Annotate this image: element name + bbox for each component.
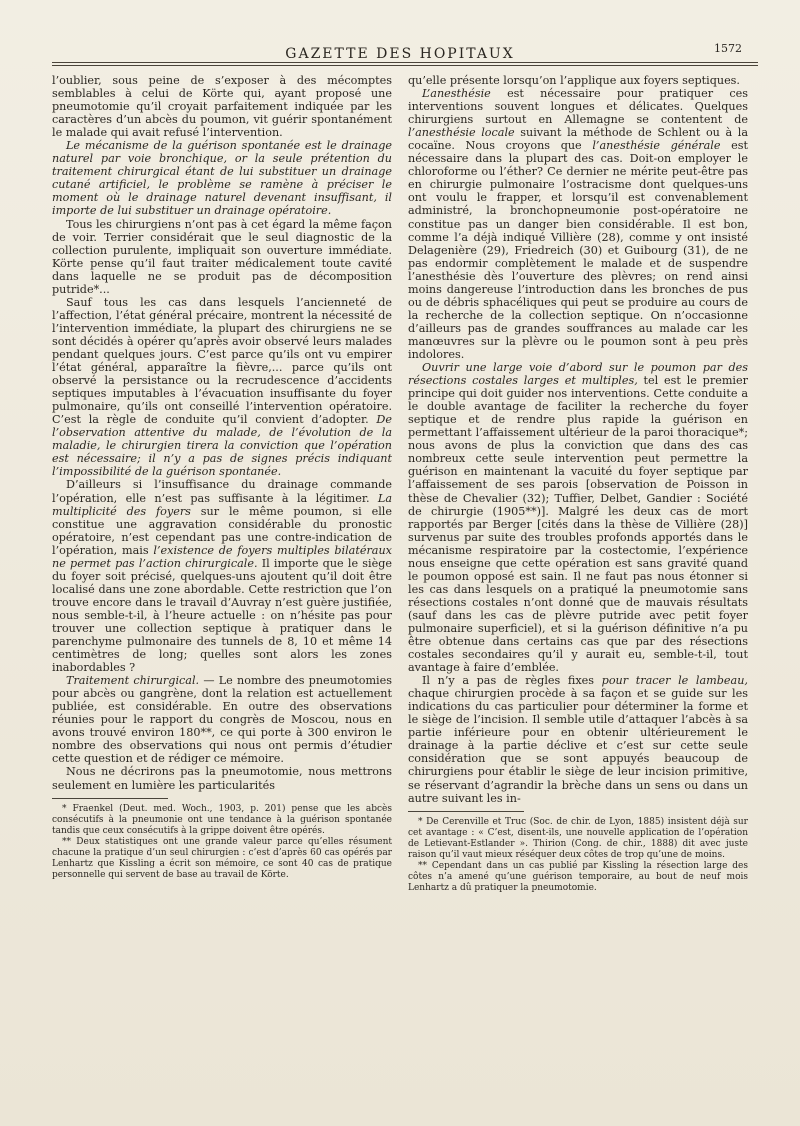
paragraph <box>52 674 392 765</box>
footnotes <box>52 804 392 881</box>
text-run: est nécessaire pour pratiquer ces interventions souvent longues et délicates. Quelques chirurgiens surtout en Allemagne se contentent de <box>408 87 748 127</box>
footnote: ** Deux statistiques ont une grande valeur parce qu’elles résument chacune la pratique d’un seul chirurgien : c’est d’après 60 cas opérés par Lenhartz que Kissling a écrit son mémoire, ce sont 40 cas de pratique personnelle qui servent de base au travail de Körte. <box>52 836 392 880</box>
footnote: ** Cependant dans un cas publié par Kissling la résection large des côtes n’a amené qu’une guérison temporaire, au bout de neuf mois Lenhartz a dû pratiquer la pneumotomie. <box>408 860 748 893</box>
italic-text: De l’observation attentive du malade, de l’évolution de la maladie, le chirurgien tirera la conviction que l’opération est nécessaire; il n’y a pas de signes précis indiquant l’impossibilité de la guérison spontanée. <box>52 413 392 479</box>
text-run: — Le nombre des pneumotomies pour abcès ou gangrène, dont la relation est actuellement publiée, est considérable. En outre des observations réunies pour le rapport du congrès de Moscou, nous en avons trouvé environ 180**, ce qui porte à 300 environ le nombre des observations qui nous ont permis d’étudier cette question et de rédiger ce mémoire. <box>52 674 392 766</box>
italic-text: L’anesthésie <box>422 87 491 101</box>
header-rule <box>52 62 758 66</box>
paragraph: l’oublier, sous peine de s’exposer à des mécomptes semblables à celui de Körte qui, ayant proposé une pneumotomie qu’il croyait parfaitement indiquée par les caractères d’un abcès du poumon, vit guérir spontanément le malade qui avait refusé l’intervention. <box>52 74 392 140</box>
italic-text: l’anesthésie générale <box>592 139 721 153</box>
paragraph <box>408 87 748 361</box>
paragraph <box>52 478 392 674</box>
footnotes <box>408 817 748 894</box>
left-column <box>52 74 392 1084</box>
italic-text: Le mécanisme de la guérison spontanée est le drainage naturel par voie bronchique, or la seule prétention du traitement chirurgical étant de lui substituer un drainage cutané artificiel, le problème se ramène à préciser le moment où le drainage naturel devenant insuffisant, il importe de lui substituer un drainage opératoire. <box>52 139 392 218</box>
running-title: GAZETTE DES HOPITAUX <box>285 46 515 62</box>
italic-text: pour tracer le lambeau, <box>601 674 748 688</box>
paragraph: Nous ne décrirons pas la pneumotomie, nous mettrons seulement en lumière les particularités <box>52 765 392 792</box>
italic-text: l’anesthésie locale <box>408 126 515 140</box>
text-run: Il n’y a pas de règles fixes <box>422 674 595 688</box>
footnote-rule <box>408 811 524 812</box>
paragraph <box>408 361 748 674</box>
italic-text: Ouvrir une large voie d’abord sur le poumon par des résections costales larges et multiples, <box>408 361 748 388</box>
footnote: * De Cerenville et Truc (Soc. de chir. de Lyon, 1885) insistent déjà sur cet avantage : « C’est, disent-ils, une nouvelle application de l’opération de Letievant-Estlander ». Thirion (Cong. de chir., 1888) dit avec juste raison qu’il vaut mieux réséquer deux côtes de trop qu’une de moins. <box>408 816 748 860</box>
right-column <box>408 74 748 1084</box>
paragraph <box>52 139 392 217</box>
text-run: chaque chirurgien procède à sa façon et se guide sur les indications du cas particulier pour déterminer la forme et le siège de l’incision. Il semble utile d’attaquer l’abcès à sa partie inférieure pour en obtenir ultérieurement le drainage à la partie déclive et c’est sur cette seule considération que se sont appuyés beaucoup de chirurgiens pour établir le siège de leur incision primitive, se réservant d’agrandir la brèche dans un sens ou dans un autre suivant les in- <box>408 687 748 805</box>
text-run: Sauf tous les cas dans lesquels l’ancienneté de l’affection, l’état général précaire, montrent la nécessité de l’intervention immédiate, la plupart des chirurgiens ne se sont décidés à opérer qu’après avoir observé leurs malades pendant quelques jours. C’est parce qu’ils ont vu empirer l’état général, apparaître la fièvre,... parce qu’ils ont observé la persistance ou la recrudescence d’accidents septiques imputables à l’évacuation insuffisante du foyer pulmonaire, qu’ils ont conseillé l’intervention opératoire. C’est la règle de conduite qu’il convient d’adopter. <box>52 295 392 427</box>
italic-text: l’existence de foyers multiples bilatéraux ne permet pas l’action chirurgicale. <box>52 543 392 570</box>
paragraph <box>408 674 748 804</box>
text-run: sur le même poumon, si elle constitue une aggravation considérable du pronostic opératoire, n’est cependant pas une contre-indication de l’opération, mais <box>52 504 392 557</box>
page-number: 1572 <box>714 42 742 55</box>
footnote: * Fraenkel (Deut. med. Woch., 1903, p. 201) pense que les abcès consécutifs à la pneumonie ont une tendance à la guérison spontanée tandis que ceux consécutifs à la grippe doivent être opérés. <box>52 803 392 836</box>
footnote-rule <box>52 798 168 799</box>
paragraph <box>52 296 392 479</box>
text-run: est nécessaire dans la plupart des cas. Doit-on employer le chloroforme ou l’éther? Ce dernier ne mérite peut-être pas en chirurgie pulmonaire l’ostracisme dont quelques-uns ont voulu le frapper, et lorsqu’il est convenablement administré, la bronchopneumonie post-opératoire ne constitue pas un danger bien considérable. Il est bon, comme l’a déjà indiqué Villière (28), comme y ont insisté Delagenière (29), Friedreich (30) et Guibourg (31), de ne pas endormir complètement le malade et de suspendre l’anesthésie dès l’ouverture des plèvres; on rend ainsi moins dangereuse l’introduction dans les bronches de pus ou de débris sphacéliques qui peut se produire au cours de la recherche de la collection septique. On n’occasionne d’ailleurs pas de grandes souffrances au malade car les manœuvres sur la plèvre ou le poumon sont à peu près indolores. <box>408 139 748 361</box>
text-run: D’ailleurs si l’insuffisance du drainage commande l’opération, elle n’est pas suffisante à la légitimer. <box>52 478 392 505</box>
italic-text: La multiplicité des foyers <box>52 491 392 518</box>
italic-text: Traitement chirurgical. <box>66 674 200 688</box>
paragraph: Tous les chirurgiens n’ont pas à cet égard la même façon de voir. Terrier considérait que le seul diagnostic de la collection purulente, impliquait son ouverture immédiate. Körte pense qu’il faut traiter médicalement toute cavité dans laquelle ne se produit pas de décomposition putride*... <box>52 217 392 296</box>
paragraph: qu’elle présente lorsqu’on l’applique aux foyers septiques. <box>408 74 740 87</box>
text-run: suivant la méthode de Schlent ou à la cocaïne. Nous croyons que <box>408 126 748 153</box>
text-run: tel est le premier principe qui doit guider nos interventions. Cette conduite a le double avantage de faciliter la recherche du foyer septique et de rendre plus rapide la guérison en permettant l’affaissement ultérieur de la paroi thoracique*; nous avons de plus la conviction que dans des cas nombreux cette seule intervention peut permettre la guérison en maintenant la vacuité du foyer septique par l’affaissement de ses parois [observation de Poisson in thèse de Chevalier (32); Tuffier, Delbet, Gandier : Société de chirurgie (1905**)]. Malgré les deux cas de mort rapportés par Berger [cités dans la thèse de Villière (28)] survenus par suite des troubles profonds apportés dans le mécanisme respiratoire par la costectomie, l’expérience nous enseigne que cette opération est sans gravité quand le poumon opposé est sain. Il ne faut pas nous étonner si les cas dans lesquels on a pratiqué la pneumotomie sans résections costales n’ont donné que de mauvais résultats (sauf dans les cas de plèvre putride avec petit foyer pulmonaire superficiel), et si la guérison définitive n’a pu être obtenue dans certains cas que par des résections costales secondaires qu’il y aurait eu, semble-t-il, tout avantage à faire d’emblée. <box>408 374 748 675</box>
text-run: Il importe que le siège du foyer soit précisé, quelques-uns ajoutent qu’il doit être localisé dans une zone abordable. Cette restriction que l’on trouve encore dans le travail d’Auvray n’est guère justifiée, nous semble-t-il, à l’heure actuelle : on n’hésite pas pour trouver une collection septique à pratiquer dans le parenchyme pulmonaire des tunnels de 8, 10 et même 14 centimètres de long; quelles sont alors les zones inabordables ? <box>52 556 392 675</box>
